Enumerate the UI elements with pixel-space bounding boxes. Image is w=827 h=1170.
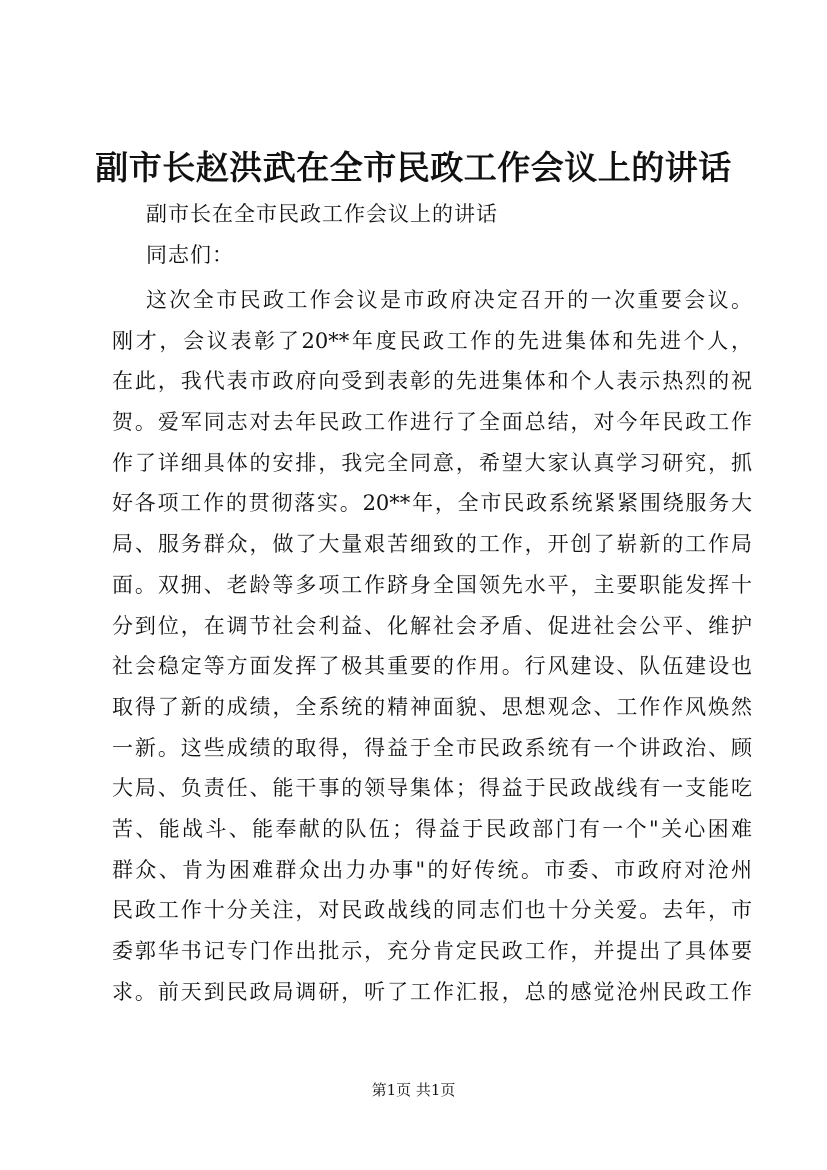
body-line: 局、服务群众，做了大量艰苦细致的工作，开创了崭新的工作局 [112,532,752,557]
body-text [112,280,752,1012]
body-line: 面。双拥、老龄等多项工作跻身全国领先水平，主要职能发挥十 [112,572,752,597]
salutation: 同志们： [146,243,234,267]
body-line: 刚才，会议表彰了20**年度民政工作的先进集体和先进个人， [112,328,752,353]
body-line: 委郭华书记专门作出批示，充分肯定民政工作，并提出了具体要 [112,939,752,963]
body-line: 大局、负责任、能干事的领导集体；得益于民政战线有一支能吃 [112,776,752,801]
body-line: 作了详细具体的安排，我完全同意，希望大家认真学习研究，抓 [112,450,752,475]
body-line: 取得了新的成绩，全系统的精神面貌、思想观念、工作作风焕然 [112,694,752,719]
body-line: 社会稳定等方面发挥了极其重要的作用。行风建设、队伍建设也 [112,654,752,679]
body-line: 分到位，在调节社会利益、化解社会矛盾、促进社会公平、维护 [112,613,752,638]
body-line: 贺。爱军同志对去年民政工作进行了全面总结，对今年民政工作 [112,410,752,435]
body-line: 民政工作十分关注，对民政战线的同志们也十分关爱。去年，市 [112,898,752,923]
body-line: 好各项工作的贯彻落实。20**年，全市民政系统紧紧围绕服务大 [112,491,752,516]
body-line: 群众、肯为困难群众出力办事"的好传统。市委、市政府对沧州 [112,857,752,882]
body-line: 这次全市民政工作会议是市政府决定召开的一次重要会议。 [146,288,752,312]
document-subtitle: 副市长在全市民政工作会议上的讲话 [146,202,498,226]
page-footer: 第1页 共1页 [371,1081,456,1099]
body-line: 在此，我代表市政府向受到表彰的先进集体和个人表示热烈的祝 [112,369,752,394]
body-line: 一新。这些成绩的取得，得益于全市民政系统有一个讲政治、顾 [112,735,752,760]
document-title: 副市长赵洪武在全市民政工作会议上的讲话 [95,148,732,187]
body-line: 苦、能战斗、能奉献的队伍；得益于民政部门有一个"关心困难 [112,816,752,841]
body-line: 求。前天到民政局调研，听了工作汇报，总的感觉沧州民政工作 [112,979,752,1004]
